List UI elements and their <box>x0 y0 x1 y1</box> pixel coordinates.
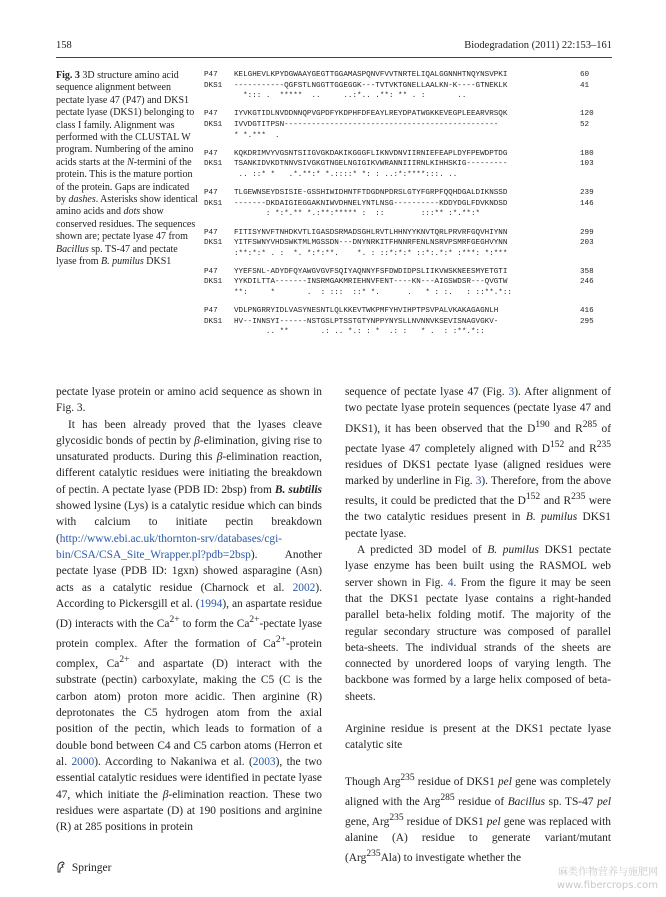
watermark-line-2: www.fibercrops.com <box>556 880 658 891</box>
watermark-line-1: 麻类作物营养与施肥网 <box>558 867 658 878</box>
sequence-name: DKS1 <box>204 160 223 169</box>
body-paragraph: sequence of pectate lyase 47 (Fig. 3). After alignment of two pectate lyase protein sequences (pectate lyase 47 and DKS1), it has been observed that the $D^{190}$ and $R^{285}$ of pectate lyase 47 completely aligned with $D^{152}$ and $R^{235}$ residues of DKS1 pectate lyase (aligned residues were marked by underline in Fig. 3). Therefore, from the above results, it could be predicted that the $D^{152}$ and $R^{235}$ were the two catalytic residues present in B. pumilus DKS1 pectate lyase. <box>345 386 611 540</box>
sequence-residues: **: * . : ::: ::* *. . * : :. : ::**.*:: <box>234 289 512 298</box>
sequence-name: DKS1 <box>204 120 223 129</box>
sequence-position: 180 <box>580 149 594 158</box>
body-paragraph: It has been already proved that the lyases cleave glycosidic bonds of pectin by β-elimination, giving rise to unsaturated products. During this β-elimination reaction, different catalytic residues were initiating the breakdown of pectin. A pectate lyase (PDB ID: 2bsp) from B. subtilis showed lysine (Lys) is a catalytic residue which can binds with calcium to initiate pectin breakdown (http://www.ebi.ac.uk/thornton-srv/databases/cgi-bin/CSA/CSA_Site_Wrapper.pl?pdb=2bsp). Another pectate lyase (PDB ID: 1gxn) showed asparagine (Asn) acts as a catalytic residue (Charnock et al. 2002). According to Pickersgill et al. (1994), an aspartate residue (D) interacts with the $Ca^{2+}$ to form the $Ca^{2+}$-pectate lyase protein complex. After the formation of $Ca^{2+}$-protein complex, $Ca^{2+}$ and aspartate (D) interact with the substrate (pectin) carboxylate, making the C5 (C is the carbon atom) proton more acidic. Then arginine (R) deprotonates the C5 hydrogen atom from the axial position of the pectin, which leads to formation of a double bond between C4 and C5 carbon atoms (Herron et al. 2000). According to Nakaniwa et al. (2003), the two essential catalytic residues were identified in pectate lyase 47, which initiate the β-elimination reaction. These two residues were aspartate (D) at 190 positions and arginine (R) at 285 positions in protein <box>56 418 323 834</box>
alignment-block <box>204 228 612 260</box>
sequence-position: 146 <box>580 199 594 208</box>
alignment-conservation-row <box>204 209 612 220</box>
sequence-position: 41 <box>580 81 590 90</box>
sequence-residues: :**:*:* . : *. *:*:**. *. : ::*:*:* ::*:.*:* :***: *:*** <box>234 249 508 258</box>
sequence-name: P47 <box>204 189 218 198</box>
alignment-row-p47 <box>204 109 612 120</box>
sequence-residues: YYEFSNL-ADYDFQYAWGVGVFSQIYAQNNYFSFDWDIDPSLIIKVWSKNEESMYETGTI <box>234 267 508 276</box>
sequence-position: 203 <box>580 239 594 248</box>
sequence-name: P47 <box>204 110 218 119</box>
sequence-name: DKS1 <box>204 278 223 287</box>
sequence-position: 239 <box>580 189 594 198</box>
sequence-residues: HV--INNSYI------NSTGSLPTSSTGTYNPPYNYSLLNVNNVKSEVISNAGVGKV- <box>234 317 499 326</box>
sequence-position: 60 <box>580 71 590 79</box>
alignment-block <box>204 70 612 102</box>
alignment-row-p47 <box>204 70 612 81</box>
body-paragraph: A predicted 3D model of B. pumilus DKS1 pectate lyase enzyme has been built using the RASMOL web server shown in Fig. 4. From the figure it may be seen that the DKS1 pectate lyase contains a right-handed parallel beta-helix folding motif. The majority of the regular secondary structure was composed of parallel beta-sheets. The individual strands of the sheets are connected by unordered loops of varying length. The backbone was formed by a large helix composed of beta-sheets. <box>345 544 611 703</box>
alignment-row-dks1 <box>204 159 612 170</box>
sequence-name: P47 <box>204 71 218 79</box>
right-column <box>345 384 611 866</box>
page-header <box>56 40 612 56</box>
watermark <box>557 866 658 892</box>
left-column <box>56 384 322 835</box>
sequence-position: 103 <box>580 160 594 169</box>
sequence-residues: TSANKIDVKDTNNVSIVGKGTNGELNGIGIKVWRANNIIIRNLKIHHSKIG--------- <box>234 160 508 169</box>
sequence-residues: *::: . ***** .. ..:*.. .**: ** . : .. <box>234 92 467 101</box>
alignment-row-p47 <box>204 228 612 239</box>
alignment-conservation-row <box>204 91 612 102</box>
alignment-conservation-row <box>204 131 612 142</box>
right-column-part-2 <box>345 770 611 867</box>
sequence-position: 246 <box>580 278 594 287</box>
sequence-residues: : *:*.** *.:**:***** : :: :::** :*.**:* <box>234 210 481 219</box>
journal-citation: Biodegradation (2011) 22:153–161 <box>464 40 612 51</box>
sequence-position: 299 <box>580 228 594 237</box>
page-number: 158 <box>56 40 72 51</box>
sequence-name: P47 <box>204 149 218 158</box>
alignment-conservation-row <box>204 288 612 299</box>
body-paragraph: pectate lyase protein or amino acid sequence as shown in Fig. 3. <box>56 386 322 415</box>
sequence-residues: KELGHEVLKPYDGWAAYGEGTTGGAMASPQNVFVVTNRTELIQALGGNNHTNQYNSVPKI <box>234 71 508 79</box>
sequence-alignment <box>204 70 612 346</box>
body-paragraph: Though Arg$^{235}$ residue of DKS1 pel gene was completely aligned with the Arg$^{285}$ residue of Bacillus sp. TS-47 pel gene, Arg$^{235}$ residue of DKS1 pel gene was replaced with alanine (A) residue to generate variant/mutant (Arg$^{235}$Ala) to investigate whether the <box>345 772 611 864</box>
right-column-part-1 <box>345 384 611 705</box>
alignment-block <box>204 267 612 299</box>
sequence-name: P47 <box>204 307 218 316</box>
sequence-name: DKS1 <box>204 317 223 326</box>
alignment-conservation-row <box>204 170 612 181</box>
sequence-residues: YITFSWNYVHDSWKTMLMGSSDN---DNYNRKITFHNNRFENLNSRVPSMRFGEGHVYNN <box>234 239 508 248</box>
alignment-row-p47 <box>204 306 612 317</box>
alignment-block <box>204 109 612 141</box>
figure-caption: Fig. 3 3D structure amino acid sequence alignment between pectate lyase 47 (P47) and DKS1 pectate lyase (DKS1) belonging to class I family. Alignment was performed with the CLUSTAL W program. Numbering of the amino acids starts at the N-termini of the protein. This is the mature portion of the protein. Gaps are indicated by dashes. Asterisks show identical amino acids and dots show conserved residues. The sequences shown are; pectate lyase 47 from Bacillus sp. TS-47 and pectate lyase from B. pumilus DKS1 <box>56 70 198 268</box>
sequence-name: P47 <box>204 228 218 237</box>
page-footer <box>56 861 111 874</box>
alignment-block <box>204 188 612 220</box>
alignment-row-dks1 <box>204 277 612 288</box>
sequence-name: DKS1 <box>204 81 223 90</box>
alignment-conservation-row <box>204 249 612 260</box>
sequence-residues: .. ** .: .. *.: : * .: : * . : :**.*:: <box>234 328 485 337</box>
sequence-name: DKS1 <box>204 239 223 248</box>
alignment-row-p47 <box>204 149 612 160</box>
sequence-residues: KQKDRIMVYVGSNTSIIGVGKDAKIKGGGFLIKNVDNVIIRNIEFEAPLDYFPEWDPTDG <box>234 149 508 158</box>
sequence-position: 295 <box>580 317 594 326</box>
alignment-row-p47 <box>204 267 612 278</box>
sequence-residues: VDLPNGRRYIDLVASYNESNTLQLKKEVTWKPMFYHVIHPTPSVPALVKAKAGAGNLH <box>234 307 499 316</box>
sequence-residues: IYVKGTIDLNVDDNNQPVGPDFYKDPHFDFEAYLREYDPATWGKKEVEGPLEEARVRSQK <box>234 110 508 119</box>
sequence-name: DKS1 <box>204 199 223 208</box>
alignment-row-dks1 <box>204 238 612 249</box>
sequence-position: 120 <box>580 110 594 119</box>
sequence-position: 358 <box>580 267 594 276</box>
sequence-residues: -----------QGFSTLNGGTTGGEGGK---TVTVKTGNELLAALKN-K----GTNEKLK <box>234 81 508 90</box>
sequence-residues: -------DKDAIGIEGGAKNIWVDHNELYNTLNSG----------KDDYDGLFDVKNDSD <box>234 199 508 208</box>
alignment-row-dks1 <box>204 199 612 210</box>
sequence-residues: TLGEWNSEYDSISIE-GSSHIWIDHNTFTDGDNPDRSLGTYFGRPFQQHDGALDIKNSSD <box>234 189 508 198</box>
springer-horse-icon <box>56 861 66 873</box>
sequence-position: 52 <box>580 120 590 129</box>
sequence-residues: * *.*** . <box>234 131 280 140</box>
alignment-block <box>204 306 612 338</box>
alignment-row-dks1 <box>204 317 612 328</box>
section-subheading: Arginine residue is present at the DKS1 pectate lyase catalytic site <box>345 723 611 752</box>
alignment-block <box>204 149 612 181</box>
sequence-residues: YYKDILTTA-------INSRMGAKMRIEHNVFENT----KN---AIGSWDSR---QVGTW <box>234 278 508 287</box>
alignment-conservation-row <box>204 327 612 338</box>
sequence-position: 416 <box>580 307 594 316</box>
sequence-residues: FITISYNVFTNHDKVTLIGASDSRMADSGHLRVTLHHNYYKNVTQRLPRVRFGQVHIYNN <box>234 228 508 237</box>
alignment-row-dks1 <box>204 81 612 92</box>
alignment-row-dks1 <box>204 120 612 131</box>
sequence-residues: .. ::* * .*.**:* *.::::* *: : ..:*:****:::. .. <box>234 170 458 179</box>
publisher-name: Springer <box>71 862 112 874</box>
sequence-residues: IVVDGTITPSN----------------------------------------------- <box>234 120 499 129</box>
header-rule <box>56 57 612 58</box>
alignment-row-p47 <box>204 188 612 199</box>
sequence-name: P47 <box>204 267 218 276</box>
